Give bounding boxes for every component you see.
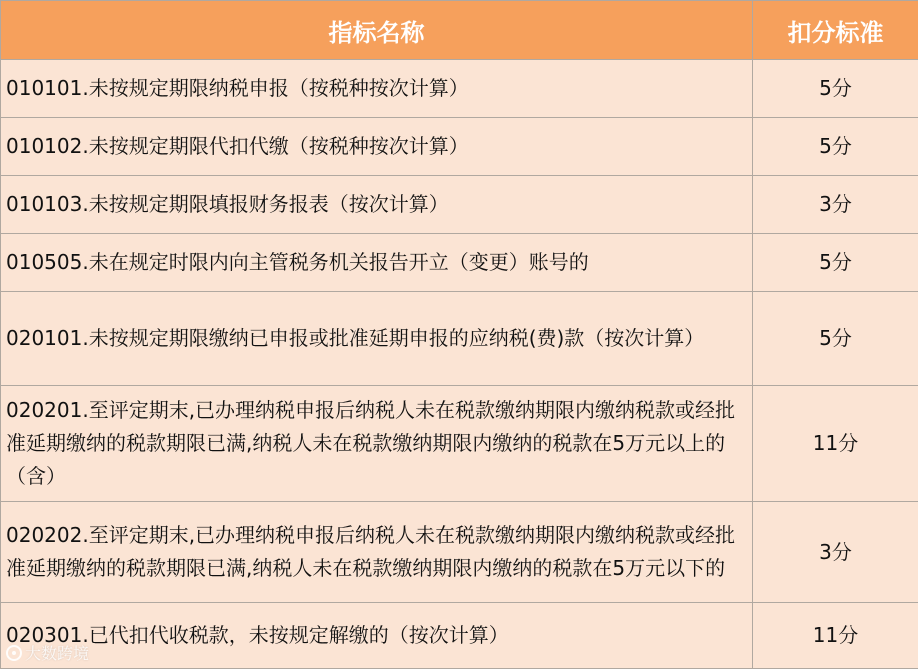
- deduction-score-cell: 5分: [753, 60, 918, 118]
- table-row: [1, 234, 918, 292]
- deduction-score-cell: 3分: [753, 502, 918, 603]
- deduction-score-cell: 5分: [753, 292, 918, 386]
- deduction-score-cell: 5分: [753, 234, 918, 292]
- column-header-indicator-name: 指标名称: [1, 1, 753, 60]
- indicator-name-cell: 010101.未按规定期限纳税申报（按税种按次计算）: [1, 60, 753, 118]
- indicator-name-cell: 020101.未按规定期限缴纳已申报或批准延期申报的应纳税(费)款（按次计算）: [1, 292, 753, 386]
- table-row: [1, 60, 918, 118]
- indicator-name-cell: 020301.已代扣代收税款，未按规定解缴的（按次计算）: [1, 603, 753, 669]
- table-row: [1, 502, 918, 603]
- indicator-name-cell: 010505.未在规定时限内向主管税务机关报告开立（变更）账号的: [1, 234, 753, 292]
- table-row: [1, 118, 918, 176]
- indicator-name-cell: 020202.至评定期末,已办理纳税申报后纳税人未在税款缴纳期限内缴纳税款或经批准延期缴纳的税款期限已满,纳税人未在税款缴纳期限内缴纳的税款在5万元以下的: [1, 502, 753, 603]
- brand-logo-icon: [6, 645, 22, 661]
- watermark-text: 大数跨境: [25, 641, 89, 664]
- table-row: [1, 176, 918, 234]
- table-row: [1, 603, 918, 669]
- table-row: [1, 292, 918, 386]
- deduction-score-cell: 11分: [753, 603, 918, 669]
- watermark: [6, 641, 89, 664]
- table-row: [1, 386, 918, 502]
- column-header-deduction-standard: 扣分标准: [753, 1, 918, 60]
- indicator-name-cell: 010103.未按规定期限填报财务报表（按次计算）: [1, 176, 753, 234]
- indicator-name-cell: 020201.至评定期末,已办理纳税申报后纳税人未在税款缴纳期限内缴纳税款或经批准延期缴纳的税款期限已满,纳税人未在税款缴纳期限内缴纳的税款在5万元以上的（含）: [1, 386, 753, 502]
- deduction-score-cell: 11分: [753, 386, 918, 502]
- table-header-row: [1, 1, 918, 60]
- indicator-name-cell: 010102.未按规定期限代扣代缴（按税种按次计算）: [1, 118, 753, 176]
- deduction-score-cell: 5分: [753, 118, 918, 176]
- deduction-score-cell: 3分: [753, 176, 918, 234]
